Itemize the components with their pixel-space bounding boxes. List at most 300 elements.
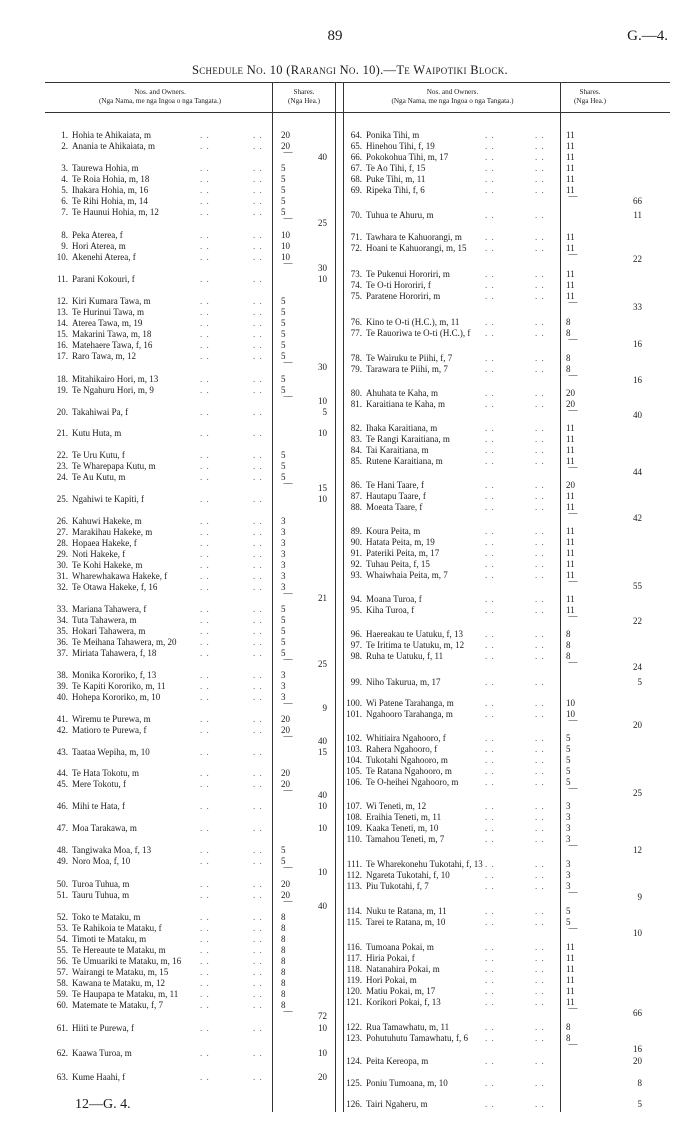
owner-name: Tai Karaitiana, m bbox=[366, 445, 429, 455]
leader-dots: . . bbox=[253, 801, 263, 811]
subtotal-row bbox=[340, 657, 642, 673]
leader-dots: . . bbox=[200, 747, 210, 757]
leader-dots: . . bbox=[535, 755, 545, 765]
share-value: 3 bbox=[281, 538, 286, 548]
owner-row bbox=[48, 604, 333, 615]
owner-number: 111. bbox=[346, 859, 362, 869]
subtotal-row bbox=[48, 478, 333, 494]
owner-row bbox=[340, 141, 640, 152]
owner-number: 87. bbox=[350, 491, 362, 501]
share-value: 11 bbox=[566, 605, 575, 615]
owner-number: 91. bbox=[350, 548, 362, 558]
owner-name: Puke Tihi, m, 11 bbox=[366, 174, 426, 184]
owner-name: Tukotahi Ngahooro, m bbox=[366, 755, 448, 765]
leader-dots: . . bbox=[485, 640, 495, 650]
share-value: 3 bbox=[566, 823, 571, 833]
leader-dots: . . bbox=[485, 1099, 495, 1109]
share-value: 5 bbox=[281, 296, 286, 306]
owner-number: 47. bbox=[56, 823, 68, 833]
owner-number: 102. bbox=[346, 733, 362, 743]
owner-number: 113. bbox=[346, 881, 362, 891]
leader-dots: . . bbox=[485, 317, 495, 327]
owner-row bbox=[48, 681, 333, 692]
owner-number: 49. bbox=[56, 856, 68, 866]
leader-dots: . . bbox=[253, 174, 263, 184]
leader-dots: . . bbox=[253, 934, 263, 944]
owner-number: 27. bbox=[56, 527, 68, 537]
page-number: 89 bbox=[327, 28, 343, 44]
leader-dots: . . bbox=[200, 461, 210, 471]
subtotal-dash: — bbox=[568, 405, 578, 415]
owner-row bbox=[48, 527, 333, 538]
leader-dots: . . bbox=[535, 163, 545, 173]
leader-dots: . . bbox=[485, 906, 495, 916]
subtotal-dash: — bbox=[568, 462, 578, 472]
leader-dots: . . bbox=[485, 1078, 495, 1088]
owner-number: 78. bbox=[350, 353, 362, 363]
shares-subheading: (Nga Hea.) bbox=[288, 97, 320, 105]
leader-dots: . . bbox=[200, 945, 210, 955]
owner-name: Hinehou Tihi, f, 19 bbox=[366, 141, 435, 151]
owner-row bbox=[48, 340, 333, 351]
share-value: 8 bbox=[281, 912, 286, 922]
leader-dots: . . bbox=[200, 725, 210, 735]
leader-dots: . . bbox=[253, 768, 263, 778]
owner-name: Marakihau Hakeke, m bbox=[72, 527, 153, 537]
owner-number: 107. bbox=[346, 801, 362, 811]
owner-row bbox=[48, 318, 333, 329]
owner-row bbox=[48, 945, 333, 956]
share-value: 8 bbox=[281, 978, 286, 988]
owner-name: Kume Haahi, f bbox=[72, 1072, 126, 1082]
owner-name: Peka Aterea, f bbox=[72, 230, 123, 240]
owner-row bbox=[340, 152, 640, 163]
leader-dots: . . bbox=[200, 230, 210, 240]
subtotal-row bbox=[340, 611, 642, 627]
owner-number: 35. bbox=[56, 626, 68, 636]
owner-name: Turoa Tuhua, m bbox=[72, 879, 130, 889]
owner-number: 62. bbox=[56, 1048, 68, 1058]
leader-dots: . . bbox=[200, 163, 210, 173]
owner-name: Akenehi Aterea, f bbox=[72, 252, 136, 262]
owner-row bbox=[48, 823, 333, 834]
leader-dots: . . bbox=[200, 845, 210, 855]
owner-number: 79. bbox=[350, 364, 362, 374]
owner-name: Mitahikairo Hori, m, 13 bbox=[72, 374, 159, 384]
leader-dots: . . bbox=[485, 456, 495, 466]
owner-row bbox=[340, 399, 640, 410]
leader-dots: . . bbox=[253, 450, 263, 460]
owner-name: Noro Moa, f, 10 bbox=[72, 856, 131, 866]
owner-name: Ponika Tihi, m bbox=[366, 130, 420, 140]
owner-number: 31. bbox=[56, 571, 68, 581]
owner-number: 97. bbox=[350, 640, 362, 650]
share-total: 30 bbox=[318, 263, 327, 273]
share-total: 42 bbox=[633, 513, 642, 523]
owner-name: Kahuwi Hakeke, m bbox=[72, 516, 142, 526]
leader-dots: . . bbox=[253, 141, 263, 151]
owner-row bbox=[340, 491, 640, 502]
leader-dots: . . bbox=[253, 845, 263, 855]
owner-number: 54. bbox=[56, 934, 68, 944]
owner-row bbox=[340, 559, 640, 570]
share-value: 5 bbox=[281, 329, 286, 339]
share-value: 3 bbox=[281, 560, 286, 570]
leader-dots: . . bbox=[200, 407, 210, 417]
owner-row bbox=[340, 388, 640, 399]
leader-dots: . . bbox=[535, 605, 545, 615]
owner-name: Ihakara Hohia, m, 16 bbox=[72, 185, 149, 195]
owner-name: Pateriki Peita, m, 17 bbox=[366, 548, 440, 558]
leader-dots: . . bbox=[200, 1000, 210, 1010]
owner-number: 44. bbox=[56, 768, 68, 778]
owner-row bbox=[340, 942, 640, 953]
owner-row bbox=[48, 956, 333, 967]
owner-number: 59. bbox=[56, 989, 68, 999]
subtotal-row bbox=[48, 698, 333, 714]
owner-name: Te Wharekonehu Tukotahi, f, 13 bbox=[366, 859, 483, 869]
owner-number: 40. bbox=[56, 692, 68, 702]
owner-row bbox=[48, 768, 333, 779]
leader-dots: . . bbox=[200, 1072, 210, 1082]
leader-dots: . . bbox=[253, 185, 263, 195]
leader-dots: . . bbox=[253, 823, 263, 833]
leader-dots: . . bbox=[200, 472, 210, 482]
owner-row bbox=[48, 978, 333, 989]
owner-row bbox=[48, 329, 333, 340]
leader-dots: . . bbox=[485, 445, 495, 455]
share-value: 11 bbox=[566, 526, 575, 536]
leader-dots: . . bbox=[535, 640, 545, 650]
owner-name: Ngahooro Tarahanga, m bbox=[366, 709, 453, 719]
leader-dots: . . bbox=[535, 456, 545, 466]
subtotal-row bbox=[340, 508, 642, 524]
owner-row bbox=[48, 989, 333, 1000]
owner-row bbox=[340, 881, 640, 892]
share-total: 12 bbox=[633, 845, 642, 855]
share-value: 8 bbox=[281, 934, 286, 944]
leader-dots: . . bbox=[535, 953, 545, 963]
subtotal-row bbox=[48, 731, 333, 747]
share-total: 25 bbox=[318, 218, 327, 228]
subtotal-row bbox=[48, 357, 333, 373]
share-total: 10 bbox=[318, 823, 327, 833]
owner-name: Rutene Karaitiana, m bbox=[366, 456, 443, 466]
owner-number: 50. bbox=[56, 879, 68, 889]
share-total: 10 bbox=[318, 1048, 327, 1058]
owner-number: 15. bbox=[56, 329, 68, 339]
owner-name: Mere Tokotu, f bbox=[72, 779, 126, 789]
leader-dots: . . bbox=[535, 141, 545, 151]
share-value: 11 bbox=[566, 975, 575, 985]
owner-row bbox=[340, 744, 640, 755]
owner-name: Niho Takurua, m, 17 bbox=[366, 677, 441, 687]
owner-number: 22. bbox=[56, 450, 68, 460]
owner-row bbox=[340, 130, 640, 141]
owner-number: 92. bbox=[350, 559, 362, 569]
share-value: 5 bbox=[281, 196, 286, 206]
owner-name: Te Rahikoia te Mataku, f bbox=[72, 923, 162, 933]
owner-number: 20. bbox=[56, 407, 68, 417]
owner-row bbox=[340, 269, 640, 280]
leader-dots: . . bbox=[253, 1048, 263, 1058]
share-value: 20 bbox=[281, 890, 290, 900]
leader-dots: . . bbox=[485, 232, 495, 242]
owner-row bbox=[340, 243, 640, 254]
subtotal-dash: — bbox=[283, 588, 293, 598]
share-value: 8 bbox=[281, 923, 286, 933]
leader-dots: . . bbox=[485, 269, 495, 279]
owner-number: 69. bbox=[350, 185, 362, 195]
leader-dots: . . bbox=[200, 615, 210, 625]
leader-dots: . . bbox=[200, 340, 210, 350]
leader-dots: . . bbox=[485, 1056, 495, 1066]
leader-dots: . . bbox=[253, 318, 263, 328]
share-value: 8 bbox=[566, 640, 571, 650]
share-value: 3 bbox=[566, 870, 571, 880]
owner-number: 70. bbox=[350, 210, 362, 220]
share-value: 8 bbox=[566, 1022, 571, 1032]
owner-number: 42. bbox=[56, 725, 68, 735]
share-value: 5 bbox=[566, 755, 571, 765]
owner-name: Hohia te Ahikaiata, m bbox=[72, 130, 151, 140]
share-value: 5 bbox=[281, 626, 286, 636]
owner-number: 103. bbox=[346, 744, 362, 754]
owner-name: Wi Teneti, m, 12 bbox=[366, 801, 427, 811]
share-value: 20 bbox=[566, 480, 575, 490]
owner-row bbox=[340, 733, 640, 744]
share-value: 5 bbox=[566, 733, 571, 743]
owner-number: 17. bbox=[56, 351, 68, 361]
owner-number: 82. bbox=[350, 423, 362, 433]
owners-heading: Nos. and Owners. bbox=[426, 88, 479, 96]
leader-dots: . . bbox=[200, 318, 210, 328]
owner-name: Taataa Wepiha, m, 10 bbox=[72, 747, 150, 757]
owner-row bbox=[340, 1056, 640, 1067]
share-total: 55 bbox=[633, 581, 642, 591]
leader-dots: . . bbox=[253, 428, 263, 438]
leader-dots: . . bbox=[485, 709, 495, 719]
owner-row bbox=[340, 823, 640, 834]
leader-dots: . . bbox=[485, 174, 495, 184]
leader-dots: . . bbox=[485, 163, 495, 173]
share-total: 24 bbox=[633, 662, 642, 672]
owner-number: 73. bbox=[350, 269, 362, 279]
owner-number: 53. bbox=[56, 923, 68, 933]
leader-dots: . . bbox=[253, 461, 263, 471]
share-value: 11 bbox=[566, 986, 575, 996]
owner-row bbox=[48, 714, 333, 725]
share-value: 11 bbox=[566, 942, 575, 952]
owner-row bbox=[340, 594, 640, 605]
share-total: 22 bbox=[633, 254, 642, 264]
share-value: 5 bbox=[281, 637, 286, 647]
owner-name: Hopaea Hakeke, f bbox=[72, 538, 137, 548]
leader-dots: . . bbox=[485, 243, 495, 253]
share-value: 20 bbox=[566, 388, 575, 398]
share-value: 8 bbox=[281, 1000, 286, 1010]
owner-name: Matiu Pokai, m, 17 bbox=[366, 986, 436, 996]
share-value: 5 bbox=[566, 777, 571, 787]
owner-name: Te Otawa Hakeke, f, 16 bbox=[72, 582, 158, 592]
leader-dots: . . bbox=[200, 681, 210, 691]
owner-number: 41. bbox=[56, 714, 68, 724]
leader-dots: . . bbox=[253, 538, 263, 548]
leader-dots: . . bbox=[200, 967, 210, 977]
owner-row bbox=[48, 428, 333, 439]
leader-dots: . . bbox=[253, 637, 263, 647]
leader-dots: . . bbox=[200, 450, 210, 460]
owner-name: Toko te Mataku, m bbox=[72, 912, 141, 922]
owner-row bbox=[340, 834, 640, 845]
leader-dots: . . bbox=[485, 801, 495, 811]
share-value: 11 bbox=[566, 445, 575, 455]
owner-number: 3. bbox=[61, 163, 68, 173]
owner-row bbox=[340, 1033, 640, 1044]
owner-name: Natanahira Pokai, m bbox=[366, 964, 440, 974]
leader-dots: . . bbox=[200, 207, 210, 217]
leader-dots: . . bbox=[535, 491, 545, 501]
leader-dots: . . bbox=[200, 374, 210, 384]
leader-dots: . . bbox=[485, 698, 495, 708]
share-value: 5 bbox=[281, 185, 286, 195]
owner-row bbox=[48, 923, 333, 934]
subtotal-row bbox=[340, 370, 642, 386]
leader-dots: . . bbox=[485, 594, 495, 604]
owner-name: Te O-ti Hororiri, f bbox=[366, 280, 431, 290]
leader-dots: . . bbox=[485, 364, 495, 374]
owner-number: 112. bbox=[346, 870, 362, 880]
subtotal-dash: — bbox=[568, 576, 578, 586]
owner-row bbox=[340, 709, 640, 720]
leader-dots: . . bbox=[253, 196, 263, 206]
owner-number: 29. bbox=[56, 549, 68, 559]
owner-row bbox=[340, 174, 640, 185]
owner-name: Anania te Ahikaiata, m bbox=[72, 141, 155, 151]
leader-dots: . . bbox=[485, 526, 495, 536]
subtotal-dash: — bbox=[568, 840, 578, 850]
leader-dots: . . bbox=[535, 801, 545, 811]
share-value: 5 bbox=[281, 307, 286, 317]
leader-dots: . . bbox=[253, 527, 263, 537]
leader-dots: . . bbox=[253, 1072, 263, 1082]
leader-dots: . . bbox=[485, 328, 495, 338]
owner-number: 10. bbox=[56, 252, 68, 262]
owner-row bbox=[340, 328, 640, 339]
leader-dots: . . bbox=[535, 709, 545, 719]
owner-row bbox=[48, 615, 333, 626]
subtotal-dash: — bbox=[283, 357, 293, 367]
owner-row bbox=[340, 280, 640, 291]
owner-number: 5. bbox=[61, 185, 68, 195]
owner-name: Te Rauoriwa te O-ti (H.C.), f bbox=[366, 328, 471, 338]
owner-name: Moana Turoa, f bbox=[366, 594, 422, 604]
owner-name: Kaawa Turoa, m bbox=[72, 1048, 132, 1058]
leader-dots: . . bbox=[535, 766, 545, 776]
share-value: 11 bbox=[566, 964, 575, 974]
leader-dots: . . bbox=[485, 537, 495, 547]
owner-name: Tauru Tuhua, m bbox=[72, 890, 130, 900]
leader-dots: . . bbox=[535, 399, 545, 409]
owner-name: Te Rangi Karaitiana, m bbox=[366, 434, 450, 444]
owner-number: 60. bbox=[56, 1000, 68, 1010]
owner-name: Te Kohi Hakeke, m bbox=[72, 560, 143, 570]
owner-number: 72. bbox=[350, 243, 362, 253]
owner-row bbox=[48, 130, 333, 141]
owner-row bbox=[340, 232, 640, 243]
leader-dots: . . bbox=[485, 1022, 495, 1032]
owner-number: 51. bbox=[56, 890, 68, 900]
leader-dots: . . bbox=[253, 967, 263, 977]
subtotal-dash: — bbox=[568, 923, 578, 933]
owner-number: 14. bbox=[56, 318, 68, 328]
leader-dots: . . bbox=[200, 912, 210, 922]
owner-number: 37. bbox=[56, 648, 68, 658]
subtotal-dash: — bbox=[568, 611, 578, 621]
share-value: 11 bbox=[566, 997, 575, 1007]
owner-row bbox=[340, 801, 640, 812]
leader-dots: . . bbox=[535, 906, 545, 916]
leader-dots: . . bbox=[535, 502, 545, 512]
owner-name: Miriata Tahawera, f, 18 bbox=[72, 648, 157, 658]
leader-dots: . . bbox=[253, 856, 263, 866]
subtotal-dash: — bbox=[568, 370, 578, 380]
leader-dots: . . bbox=[535, 1099, 545, 1109]
leader-dots: . . bbox=[485, 141, 495, 151]
leader-dots: . . bbox=[485, 353, 495, 363]
owner-number: 21. bbox=[56, 428, 68, 438]
subtotal-row bbox=[340, 297, 642, 313]
leader-dots: . . bbox=[253, 1000, 263, 1010]
share-total: 33 bbox=[633, 302, 642, 312]
owner-name: Te Umuariki te Mataku, m, 16 bbox=[72, 956, 182, 966]
share-value: 8 bbox=[566, 353, 571, 363]
leader-dots: . . bbox=[253, 329, 263, 339]
share-value: 5 bbox=[281, 174, 286, 184]
owner-number: 84. bbox=[350, 445, 362, 455]
owners-subheading: (Nga Nama, me nga Ingoa o nga Tangata.) bbox=[391, 97, 514, 105]
share-value: 3 bbox=[281, 516, 286, 526]
leader-dots: . . bbox=[253, 549, 263, 559]
owner-name: Matehaere Tawa, f, 16 bbox=[72, 340, 153, 350]
leader-dots: . . bbox=[535, 733, 545, 743]
subtotal-dash: — bbox=[283, 698, 293, 708]
share-value: 11 bbox=[566, 269, 575, 279]
owner-name: Poniu Tumoana, m, 10 bbox=[366, 1078, 448, 1088]
subtotal-dash: — bbox=[568, 887, 578, 897]
leader-dots: . . bbox=[253, 374, 263, 384]
shares-heading: Shares. bbox=[579, 88, 601, 96]
leader-dots: . . bbox=[200, 582, 210, 592]
share-value: 10 bbox=[566, 698, 575, 708]
owner-number: 100. bbox=[346, 698, 362, 708]
leader-dots: . . bbox=[485, 423, 495, 433]
share-total: 10 bbox=[318, 274, 327, 284]
subtotal-row bbox=[48, 896, 333, 912]
owner-name: Te Wharepapa Kutu, m bbox=[72, 461, 156, 471]
owner-name: Piu Tukotahi, f, 7 bbox=[366, 881, 429, 891]
owner-row bbox=[340, 364, 640, 375]
share-total: 21 bbox=[318, 593, 327, 603]
leader-dots: . . bbox=[200, 549, 210, 559]
subtotal-dash: — bbox=[283, 258, 293, 268]
owner-name: Hiiti te Purewa, f bbox=[72, 1023, 134, 1033]
owner-number: 95. bbox=[350, 605, 362, 615]
owner-number: 126. bbox=[346, 1099, 362, 1109]
leader-dots: . . bbox=[485, 1033, 495, 1043]
owner-number: 108. bbox=[346, 812, 362, 822]
leader-dots: . . bbox=[535, 881, 545, 891]
